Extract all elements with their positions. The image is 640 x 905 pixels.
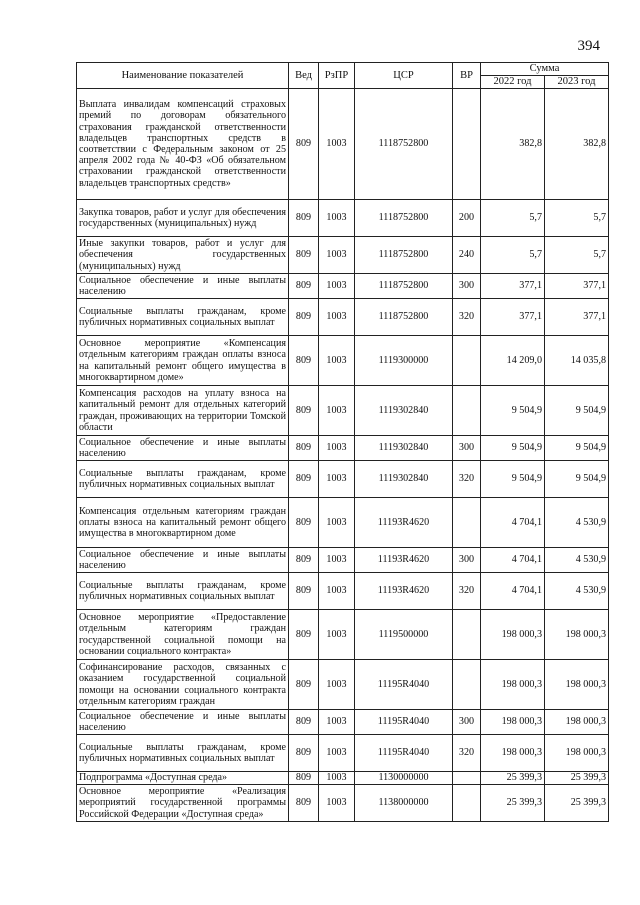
table-row bbox=[77, 461, 609, 498]
row-ved: 809 bbox=[289, 548, 319, 573]
table-row bbox=[77, 660, 609, 710]
row-sum-2023: 4 530,9 bbox=[545, 548, 609, 573]
table-row bbox=[77, 772, 609, 785]
row-vr: 300 bbox=[453, 274, 481, 299]
row-vr bbox=[453, 785, 481, 822]
row-csr: 1118752800 bbox=[355, 274, 453, 299]
row-vr: 320 bbox=[453, 735, 481, 772]
row-sum-2022: 377,1 bbox=[481, 274, 545, 299]
table-row bbox=[77, 573, 609, 610]
table-row bbox=[77, 200, 609, 237]
row-sum-2022: 198 000,3 bbox=[481, 710, 545, 735]
row-csr: 1118752800 bbox=[355, 299, 453, 336]
row-vr bbox=[453, 386, 481, 436]
row-sum-2023: 198 000,3 bbox=[545, 660, 609, 710]
row-csr: 1118752800 bbox=[355, 89, 453, 200]
row-vr: 320 bbox=[453, 461, 481, 498]
row-rzpr: 1003 bbox=[319, 772, 355, 785]
row-vr bbox=[453, 498, 481, 548]
budget-table bbox=[76, 62, 609, 822]
row-csr: 11193R4620 bbox=[355, 548, 453, 573]
header-ved: Вед bbox=[289, 63, 319, 89]
row-sum-2023: 14 035,8 bbox=[545, 336, 609, 386]
row-name: Основное мероприятие «Реализация мероприятий государственной программы Российской Федерации «Доступная среда» bbox=[77, 785, 289, 822]
row-sum-2023: 198 000,3 bbox=[545, 610, 609, 660]
row-ved: 809 bbox=[289, 461, 319, 498]
table-row bbox=[77, 274, 609, 299]
row-sum-2022: 9 504,9 bbox=[481, 386, 545, 436]
row-sum-2022: 9 504,9 bbox=[481, 461, 545, 498]
table-row bbox=[77, 735, 609, 772]
row-name: Социальные выплаты гражданам, кроме публичных нормативных социальных выплат bbox=[77, 461, 289, 498]
row-rzpr: 1003 bbox=[319, 573, 355, 610]
row-ved: 809 bbox=[289, 660, 319, 710]
table-row bbox=[77, 299, 609, 336]
row-csr: 11195R4040 bbox=[355, 735, 453, 772]
row-vr: 320 bbox=[453, 299, 481, 336]
row-sum-2022: 5,7 bbox=[481, 200, 545, 237]
header-vr: ВР bbox=[453, 63, 481, 89]
row-sum-2022: 198 000,3 bbox=[481, 735, 545, 772]
row-vr bbox=[453, 610, 481, 660]
row-ved: 809 bbox=[289, 200, 319, 237]
row-sum-2022: 198 000,3 bbox=[481, 660, 545, 710]
row-sum-2023: 25 399,3 bbox=[545, 785, 609, 822]
table-row bbox=[77, 710, 609, 735]
row-csr: 1119302840 bbox=[355, 461, 453, 498]
row-name: Социальное обеспечение и иные выплаты населению bbox=[77, 710, 289, 735]
table-row bbox=[77, 436, 609, 461]
header-year-2023: 2023 год bbox=[545, 76, 609, 89]
row-name: Социальные выплаты гражданам, кроме публичных нормативных социальных выплат bbox=[77, 299, 289, 336]
row-rzpr: 1003 bbox=[319, 548, 355, 573]
row-vr: 240 bbox=[453, 237, 481, 274]
row-ved: 809 bbox=[289, 274, 319, 299]
row-name: Основное мероприятие «Компенсация отдельным категориям граждан оплаты взноса на капитальный ремонт общего имущества в многоквартирном доме» bbox=[77, 336, 289, 386]
row-vr: 300 bbox=[453, 548, 481, 573]
row-name: Подпрограмма «Доступная среда» bbox=[77, 772, 289, 785]
row-rzpr: 1003 bbox=[319, 785, 355, 822]
row-sum-2023: 198 000,3 bbox=[545, 735, 609, 772]
row-vr: 320 bbox=[453, 573, 481, 610]
row-sum-2022: 198 000,3 bbox=[481, 610, 545, 660]
header-name: Наименование показателей bbox=[77, 63, 289, 89]
row-vr bbox=[453, 336, 481, 386]
table-row bbox=[77, 89, 609, 200]
row-csr: 1138000000 bbox=[355, 785, 453, 822]
row-sum-2023: 9 504,9 bbox=[545, 436, 609, 461]
header-sum: Сумма bbox=[481, 63, 609, 76]
row-csr: 1119302840 bbox=[355, 386, 453, 436]
row-csr: 11193R4620 bbox=[355, 573, 453, 610]
row-rzpr: 1003 bbox=[319, 89, 355, 200]
row-sum-2022: 25 399,3 bbox=[481, 785, 545, 822]
row-name: Компенсация отдельным категориям граждан оплаты взноса на капитальный ремонт общего имущества в многоквартирном доме bbox=[77, 498, 289, 548]
row-rzpr: 1003 bbox=[319, 710, 355, 735]
row-csr: 1119302840 bbox=[355, 436, 453, 461]
row-sum-2023: 382,8 bbox=[545, 89, 609, 200]
table-row bbox=[77, 785, 609, 822]
row-sum-2023: 25 399,3 bbox=[545, 772, 609, 785]
row-ved: 809 bbox=[289, 710, 319, 735]
row-csr: 11195R4040 bbox=[355, 660, 453, 710]
row-sum-2023: 377,1 bbox=[545, 299, 609, 336]
row-sum-2023: 9 504,9 bbox=[545, 461, 609, 498]
row-sum-2023: 198 000,3 bbox=[545, 710, 609, 735]
row-ved: 809 bbox=[289, 785, 319, 822]
row-rzpr: 1003 bbox=[319, 299, 355, 336]
row-sum-2023: 4 530,9 bbox=[545, 573, 609, 610]
table-row bbox=[77, 237, 609, 274]
row-name: Основное мероприятие «Предоставление отдельным категориям граждан государственной социальной помощи на основании социального контракта» bbox=[77, 610, 289, 660]
row-name: Софинансирование расходов, связанных с оказанием государственной социальной помощи на основании социального контракта отдельным категориям граждан bbox=[77, 660, 289, 710]
row-ved: 809 bbox=[289, 299, 319, 336]
row-ved: 809 bbox=[289, 573, 319, 610]
row-rzpr: 1003 bbox=[319, 660, 355, 710]
row-name: Компенсация расходов на уплату взноса на капитальный ремонт для отдельных категорий граждан, проживающих на территории Томской области bbox=[77, 386, 289, 436]
row-vr bbox=[453, 89, 481, 200]
row-csr: 11193R4620 bbox=[355, 498, 453, 548]
header-csr: ЦСР bbox=[355, 63, 453, 89]
row-name: Социальное обеспечение и иные выплаты населению bbox=[77, 436, 289, 461]
row-csr: 1119300000 bbox=[355, 336, 453, 386]
row-rzpr: 1003 bbox=[319, 735, 355, 772]
row-sum-2022: 4 704,1 bbox=[481, 498, 545, 548]
row-rzpr: 1003 bbox=[319, 274, 355, 299]
row-ved: 809 bbox=[289, 610, 319, 660]
header-year-2022: 2022 год bbox=[481, 76, 545, 89]
row-sum-2022: 25 399,3 bbox=[481, 772, 545, 785]
row-sum-2023: 9 504,9 bbox=[545, 386, 609, 436]
row-ved: 809 bbox=[289, 89, 319, 200]
row-vr bbox=[453, 772, 481, 785]
row-name: Социальные выплаты гражданам, кроме публичных нормативных социальных выплат bbox=[77, 735, 289, 772]
row-rzpr: 1003 bbox=[319, 386, 355, 436]
row-ved: 809 bbox=[289, 336, 319, 386]
row-ved: 809 bbox=[289, 772, 319, 785]
row-name: Иные закупки товаров, работ и услуг для обеспечения государственных (муниципальных) нужд bbox=[77, 237, 289, 274]
row-rzpr: 1003 bbox=[319, 200, 355, 237]
row-rzpr: 1003 bbox=[319, 461, 355, 498]
row-rzpr: 1003 bbox=[319, 237, 355, 274]
row-sum-2022: 14 209,0 bbox=[481, 336, 545, 386]
table-row bbox=[77, 610, 609, 660]
table-row bbox=[77, 336, 609, 386]
row-csr: 11195R4040 bbox=[355, 710, 453, 735]
table-row bbox=[77, 386, 609, 436]
row-rzpr: 1003 bbox=[319, 336, 355, 386]
row-sum-2023: 4 530,9 bbox=[545, 498, 609, 548]
row-ved: 809 bbox=[289, 237, 319, 274]
row-vr: 300 bbox=[453, 710, 481, 735]
row-csr: 1119500000 bbox=[355, 610, 453, 660]
row-csr: 1118752800 bbox=[355, 237, 453, 274]
row-sum-2023: 377,1 bbox=[545, 274, 609, 299]
page-number: 394 bbox=[577, 38, 600, 54]
row-sum-2022: 377,1 bbox=[481, 299, 545, 336]
row-vr: 200 bbox=[453, 200, 481, 237]
row-rzpr: 1003 bbox=[319, 610, 355, 660]
row-ved: 809 bbox=[289, 386, 319, 436]
row-sum-2023: 5,7 bbox=[545, 200, 609, 237]
header-rzpr: РзПР bbox=[319, 63, 355, 89]
row-vr: 300 bbox=[453, 436, 481, 461]
row-ved: 809 bbox=[289, 498, 319, 548]
row-ved: 809 bbox=[289, 436, 319, 461]
row-name: Социальное обеспечение и иные выплаты населению bbox=[77, 274, 289, 299]
row-sum-2022: 4 704,1 bbox=[481, 573, 545, 610]
row-name: Выплата инвалидам компенсаций страховых премий по договорам обязательного страхования гражданской ответственности владельцев транспортных средств в соответствии с Федеральным законом от 25 апреля 2002 года № 40-ФЗ «Об обязательном страховании гражданской ответственности владельцев транспортных средств» bbox=[77, 89, 289, 200]
row-sum-2022: 9 504,9 bbox=[481, 436, 545, 461]
row-vr bbox=[453, 660, 481, 710]
table-row bbox=[77, 548, 609, 573]
row-csr: 1118752800 bbox=[355, 200, 453, 237]
row-rzpr: 1003 bbox=[319, 436, 355, 461]
row-name: Социальное обеспечение и иные выплаты населению bbox=[77, 548, 289, 573]
row-ved: 809 bbox=[289, 735, 319, 772]
row-sum-2023: 5,7 bbox=[545, 237, 609, 274]
row-csr: 1130000000 bbox=[355, 772, 453, 785]
row-sum-2022: 5,7 bbox=[481, 237, 545, 274]
row-name: Социальные выплаты гражданам, кроме публичных нормативных социальных выплат bbox=[77, 573, 289, 610]
row-rzpr: 1003 bbox=[319, 498, 355, 548]
row-name: Закупка товаров, работ и услуг для обеспечения государственных (муниципальных) нужд bbox=[77, 200, 289, 237]
table-row bbox=[77, 498, 609, 548]
row-sum-2022: 382,8 bbox=[481, 89, 545, 200]
row-sum-2022: 4 704,1 bbox=[481, 548, 545, 573]
